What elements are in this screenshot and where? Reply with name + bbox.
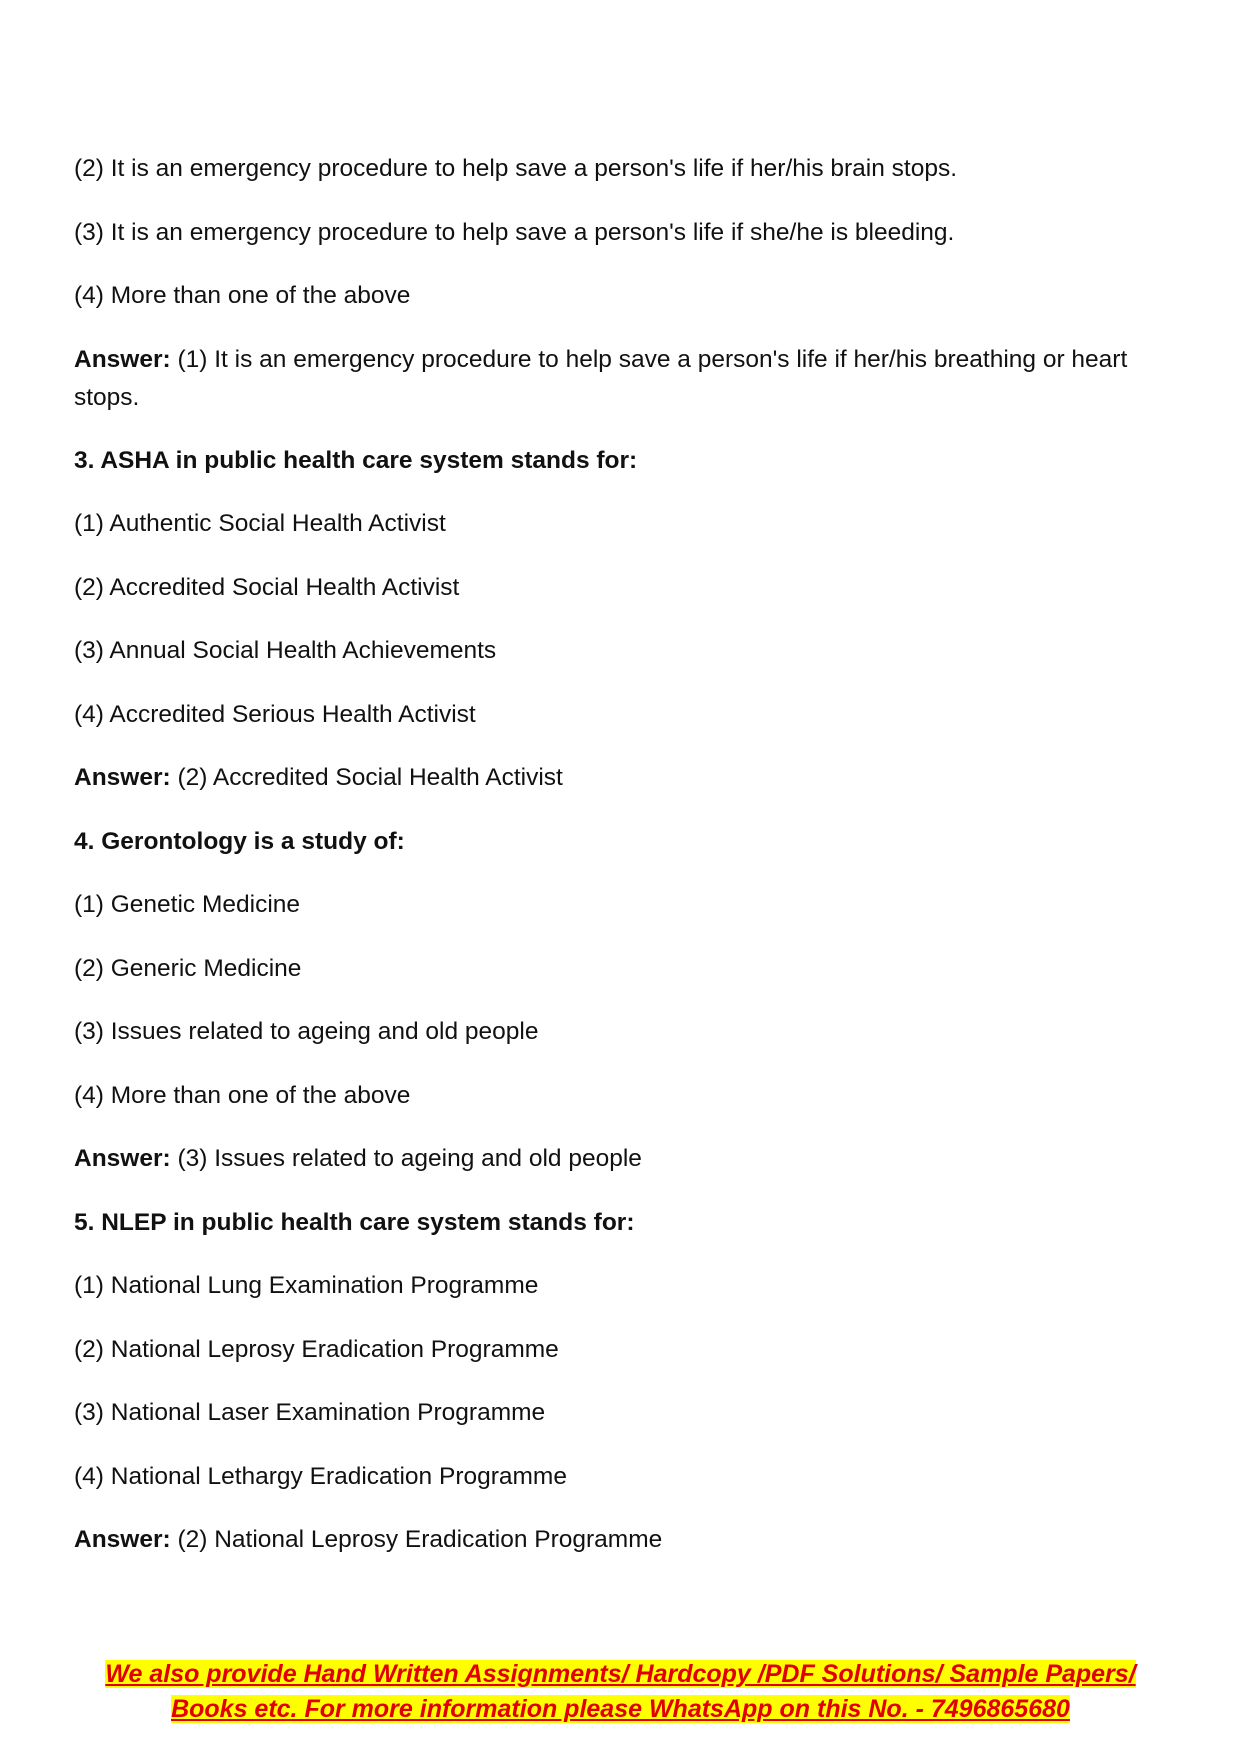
q3-answer-text: (2) Accredited Social Health Activist [170, 764, 563, 791]
q5-option-4: (4) National Lethargy Eradication Programme [74, 1462, 567, 1490]
q5-option-3: (3) National Laser Examination Programme [74, 1399, 546, 1426]
q2-answer [74, 341, 1154, 417]
q3-option-3: (3) Annual Social Health Achievements [74, 637, 497, 664]
promo-footer-line-1: We also provide Hand Written Assignments/ Hardcopy /PDF Solutions/ Sample Papers/ [105, 1660, 1136, 1688]
q5-answer [74, 1521, 1174, 1559]
q4-option-3: (3) Issues related to ageing and old people [74, 1018, 539, 1045]
q5-answer-label: Answer: [74, 1526, 171, 1553]
q3-answer-label: Answer: [74, 764, 171, 791]
q2-answer-label: Answer: [74, 345, 171, 373]
q4-option-4: (4) More than one of the above [74, 1081, 411, 1109]
q2-option-2: (2) It is an emergency procedure to help save a person's life if her/his brain stops. [74, 155, 958, 182]
document-body [74, 150, 1174, 1585]
q4-option-2: (2) Generic Medicine [74, 954, 302, 982]
q2-answer-text: (1) It is an emergency procedure to help save a person's life if her/his breathing or heart stops. [74, 345, 1128, 411]
promo-footer [0, 1657, 1241, 1727]
q3-option-4: (4) Accredited Serious Health Activist [74, 700, 476, 728]
q4-answer-label: Answer: [74, 1145, 171, 1172]
q3-option-1: (1) Authentic Social Health Activist [74, 510, 446, 537]
q2-option-4: (4) More than one of the above [74, 282, 411, 309]
q3-answer [74, 759, 1174, 797]
q5-option-2: (2) National Leprosy Eradication Programme [74, 1335, 559, 1363]
q3-option-2: (2) Accredited Social Health Activist [74, 573, 460, 601]
q4-option-1: (1) Genetic Medicine [74, 891, 301, 918]
q5-option-1: (1) National Lung Examination Programme [74, 1272, 539, 1299]
q4-answer [74, 1140, 1174, 1178]
promo-footer-line-2: Books etc. For more information please WhatsApp on this No. - 7496865680 [171, 1695, 1070, 1723]
q5-question: 5. NLEP in public health care system stands for: [74, 1208, 635, 1236]
q4-question: 4. Gerontology is a study of: [74, 827, 405, 855]
q2-option-3: (3) It is an emergency procedure to help save a person's life if she/he is bleeding. [74, 218, 955, 246]
q3-question: 3. ASHA in public health care system stands for: [74, 446, 638, 474]
q5-answer-text: (2) National Leprosy Eradication Programme [170, 1526, 663, 1553]
q4-answer-text: (3) Issues related to ageing and old people [170, 1145, 642, 1172]
